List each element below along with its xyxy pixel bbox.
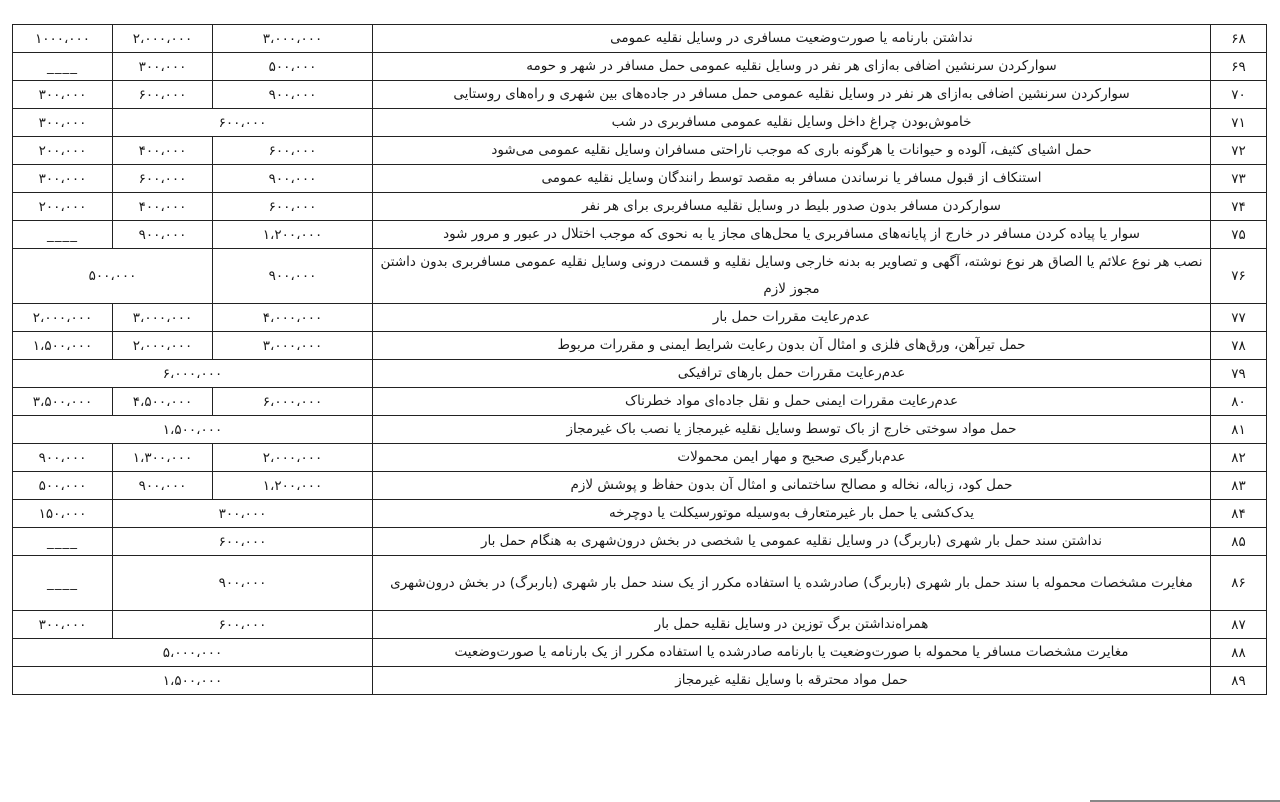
fine-amount-3: ۳۰۰،۰۰۰ xyxy=(13,109,113,137)
table-row xyxy=(13,556,1267,611)
fine-amount-1: ۱،۲۰۰،۰۰۰ xyxy=(213,221,373,249)
fine-amount-2: ۹۰۰،۰۰۰ xyxy=(113,472,213,500)
fine-amount-3: ____ xyxy=(13,53,113,81)
violation-description: مغایرت مشخصات محموله با سند حمل بار شهری (باربرگ) صادرشده یا استفاده مکرر از یک سند حمل بار شهری (باربرگ) در بخش درون‌شهری xyxy=(373,556,1211,611)
table-row xyxy=(13,360,1267,388)
fine-amount-3: ۲۰۰،۰۰۰ xyxy=(13,193,113,221)
fine-amount-2: ۴،۵۰۰،۰۰۰ xyxy=(113,388,213,416)
violation-description: نداشتن سند حمل بار شهری (باربرگ) در وسایل نقلیه عمومی یا شخصی در بخش درون‌شهری به هنگام حمل بار xyxy=(373,528,1211,556)
fine-amount-1: ۵۰۰،۰۰۰ xyxy=(213,53,373,81)
violation-description: حمل مواد محترقه با وسایل نقلیه غیرمجاز xyxy=(373,667,1211,695)
fine-amount-2: ۲،۰۰۰،۰۰۰ xyxy=(113,332,213,360)
table-row xyxy=(13,388,1267,416)
violation-description: حمل کود، زباله، نخاله و مصالح ساختمانی و امثال آن بدون حفاظ و پوشش لازم xyxy=(373,472,1211,500)
fine-amount-merged: ۶۰۰،۰۰۰ xyxy=(113,611,373,639)
row-number: ۸۵ xyxy=(1211,528,1267,556)
fine-amount-3: ۳۰۰،۰۰۰ xyxy=(13,611,113,639)
violation-description: حمل مواد سوختی خارج از باک توسط وسایل نقلیه غیرمجاز یا نصب باک غیرمجاز xyxy=(373,416,1211,444)
fine-amount-1: ۳،۰۰۰،۰۰۰ xyxy=(213,332,373,360)
table-row xyxy=(13,667,1267,695)
fine-amount-1: ۲،۰۰۰،۰۰۰ xyxy=(213,444,373,472)
row-number: ۷۰ xyxy=(1211,81,1267,109)
violation-description: خاموش‌بودن چراغ داخل وسایل نقلیه عمومی مسافربری در شب xyxy=(373,109,1211,137)
row-number: ۷۵ xyxy=(1211,221,1267,249)
fines-table xyxy=(12,24,1267,695)
violation-description: همراه‌نداشتن برگ توزین در وسایل نقلیه حمل بار xyxy=(373,611,1211,639)
table-row xyxy=(13,639,1267,667)
fine-amount-1: ۹۰۰،۰۰۰ xyxy=(213,165,373,193)
fine-amount-3: ____ xyxy=(13,556,113,611)
fine-amount-2: ۳،۰۰۰،۰۰۰ xyxy=(113,304,213,332)
row-number: ۶۹ xyxy=(1211,53,1267,81)
row-number: ۶۸ xyxy=(1211,25,1267,53)
fine-amount-3: ۲۰۰،۰۰۰ xyxy=(13,137,113,165)
fine-amount-3: ۱،۵۰۰،۰۰۰ xyxy=(13,332,113,360)
fine-amount-1: ۴،۰۰۰،۰۰۰ xyxy=(213,304,373,332)
violation-description: حمل اشیای کثیف، آلوده و حیوانات یا هرگونه باری که موجب ناراحتی مسافران وسایل نقلیه عمومی می‌شود xyxy=(373,137,1211,165)
violation-description: سوارکردن سرنشین اضافی به‌ازای هر نفر در وسایل نقلیه عمومی حمل مسافر در شهر و حومه xyxy=(373,53,1211,81)
violation-description: سوارکردن مسافر بدون صدور بلیط در وسایل نقلیه مسافربری برای هر نفر xyxy=(373,193,1211,221)
fine-amount-3: ۳۰۰،۰۰۰ xyxy=(13,165,113,193)
fine-amount-3: ____ xyxy=(13,528,113,556)
violation-description: سوار یا پیاده کردن مسافر در خارج از پایانه‌های مسافربری یا محل‌های مجاز یا به نحوی که موجب اختلال در عبور و مرور شود xyxy=(373,221,1211,249)
fine-amount-1: ۶۰۰،۰۰۰ xyxy=(213,137,373,165)
fine-amount-merged: ۶،۰۰۰،۰۰۰ xyxy=(13,360,373,388)
table-row xyxy=(13,304,1267,332)
fine-amount-merged: ۳۰۰،۰۰۰ xyxy=(113,500,373,528)
row-number: ۸۳ xyxy=(1211,472,1267,500)
fine-amount-2: ۹۰۰،۰۰۰ xyxy=(113,221,213,249)
row-number: ۸۹ xyxy=(1211,667,1267,695)
fine-amount-1: ۶،۰۰۰،۰۰۰ xyxy=(213,388,373,416)
fine-amount-3: ۹۰۰،۰۰۰ xyxy=(13,444,113,472)
violation-description: عدم‌رعایت مقررات حمل بارهای ترافیکی xyxy=(373,360,1211,388)
table-row xyxy=(13,500,1267,528)
table-row xyxy=(13,53,1267,81)
row-number: ۷۸ xyxy=(1211,332,1267,360)
fine-amount-2: ۴۰۰،۰۰۰ xyxy=(113,193,213,221)
table-row xyxy=(13,193,1267,221)
fine-amount-1: ۶۰۰،۰۰۰ xyxy=(213,193,373,221)
row-number: ۸۱ xyxy=(1211,416,1267,444)
violation-description: مغایرت مشخصات مسافر یا محموله با صورت‌وضعیت یا بارنامه صادرشده یا استفاده مکرر از یک بارنامه یا صورت‌وضعیت xyxy=(373,639,1211,667)
fine-amount-merged: ۵،۰۰۰،۰۰۰ xyxy=(13,639,373,667)
fine-amount-1: ۹۰۰،۰۰۰ xyxy=(213,81,373,109)
row-number: ۸۶ xyxy=(1211,556,1267,611)
row-number: ۷۳ xyxy=(1211,165,1267,193)
table-row xyxy=(13,528,1267,556)
fine-amount-merged: ۱،۵۰۰،۰۰۰ xyxy=(13,416,373,444)
fine-amount-2: ۳۰۰،۰۰۰ xyxy=(113,53,213,81)
fine-amount-3: ۳،۵۰۰،۰۰۰ xyxy=(13,388,113,416)
table-row xyxy=(13,444,1267,472)
row-number: ۷۷ xyxy=(1211,304,1267,332)
row-number: ۸۲ xyxy=(1211,444,1267,472)
violation-description: عدم‌بارگیری صحیح و مهار ایمن محمولات xyxy=(373,444,1211,472)
fine-amount-2: ۶۰۰،۰۰۰ xyxy=(113,165,213,193)
fine-amount-3: ____ xyxy=(13,221,113,249)
table-row xyxy=(13,249,1267,304)
fine-amount-3: ۳۰۰،۰۰۰ xyxy=(13,81,113,109)
table-row xyxy=(13,109,1267,137)
table-row xyxy=(13,25,1267,53)
fine-amount-1: ۱،۲۰۰،۰۰۰ xyxy=(213,472,373,500)
table-row xyxy=(13,81,1267,109)
table-row xyxy=(13,221,1267,249)
fine-amount-2: ۱،۳۰۰،۰۰۰ xyxy=(113,444,213,472)
violation-description: حمل تیرآهن، ورق‌های فلزی و امثال آن بدون رعایت شرایط ایمنی و مقررات مربوط xyxy=(373,332,1211,360)
row-number: ۸۷ xyxy=(1211,611,1267,639)
row-number: ۷۶ xyxy=(1211,249,1267,304)
row-number: ۸۸ xyxy=(1211,639,1267,667)
fine-amount-2: ۴۰۰،۰۰۰ xyxy=(113,137,213,165)
fine-amount-merged: ۶۰۰،۰۰۰ xyxy=(113,109,373,137)
violation-description: نصب هر نوع علائم یا الصاق هر نوع نوشته، آگهی و تصاویر به بدنه خارجی وسایل نقلیه و قسمت درونی وسایل نقلیه عمومی مسافربری بدون داشتن مجوز لازم xyxy=(373,249,1211,304)
row-number: ۷۲ xyxy=(1211,137,1267,165)
row-number: ۸۴ xyxy=(1211,500,1267,528)
fine-amount-3: ۲،۰۰۰،۰۰۰ xyxy=(13,304,113,332)
fine-amount-merged: ۱،۵۰۰،۰۰۰ xyxy=(13,667,373,695)
fine-amount-2: ۲،۰۰۰،۰۰۰ xyxy=(113,25,213,53)
table-row xyxy=(13,472,1267,500)
table-row xyxy=(13,416,1267,444)
fine-amount-2: ۶۰۰،۰۰۰ xyxy=(113,81,213,109)
violation-description: عدم‌رعایت مقررات حمل بار xyxy=(373,304,1211,332)
fine-amount-merged: ۵۰۰،۰۰۰ xyxy=(13,249,213,304)
fine-amount-merged: ۹۰۰،۰۰۰ xyxy=(113,556,373,611)
violation-description: نداشتن بارنامه یا صورت‌وضعیت مسافری در وسایل نقلیه عمومی xyxy=(373,25,1211,53)
fine-amount-3: ۵۰۰،۰۰۰ xyxy=(13,472,113,500)
fine-amount-1: ۹۰۰،۰۰۰ xyxy=(213,249,373,304)
fine-amount-1: ۳،۰۰۰،۰۰۰ xyxy=(213,25,373,53)
table-row xyxy=(13,332,1267,360)
violation-description: سوارکردن سرنشین اضافی به‌ازای هر نفر در وسایل نقلیه عمومی حمل مسافر در جاده‌های بین شهری و راه‌های روستایی xyxy=(373,81,1211,109)
fine-amount-merged: ۶۰۰،۰۰۰ xyxy=(113,528,373,556)
fine-amount-3: ۱۰۰۰،۰۰۰ xyxy=(13,25,113,53)
row-number: ۷۹ xyxy=(1211,360,1267,388)
violation-description: یدک‌کشی یا حمل بار غیرمتعارف به‌وسیله موتورسیکلت یا دوچرخه xyxy=(373,500,1211,528)
table-row xyxy=(13,165,1267,193)
row-number: ۸۰ xyxy=(1211,388,1267,416)
row-number: ۷۱ xyxy=(1211,109,1267,137)
table-row xyxy=(13,611,1267,639)
row-number: ۷۴ xyxy=(1211,193,1267,221)
table-row xyxy=(13,137,1267,165)
violation-description: استنکاف از قبول مسافر یا نرساندن مسافر به مقصد توسط رانندگان وسایل نقلیه عمومی xyxy=(373,165,1211,193)
violation-description: عدم‌رعایت مقررات ایمنی حمل و نقل جاده‌ای مواد خطرناک xyxy=(373,388,1211,416)
fine-amount-3: ۱۵۰،۰۰۰ xyxy=(13,500,113,528)
